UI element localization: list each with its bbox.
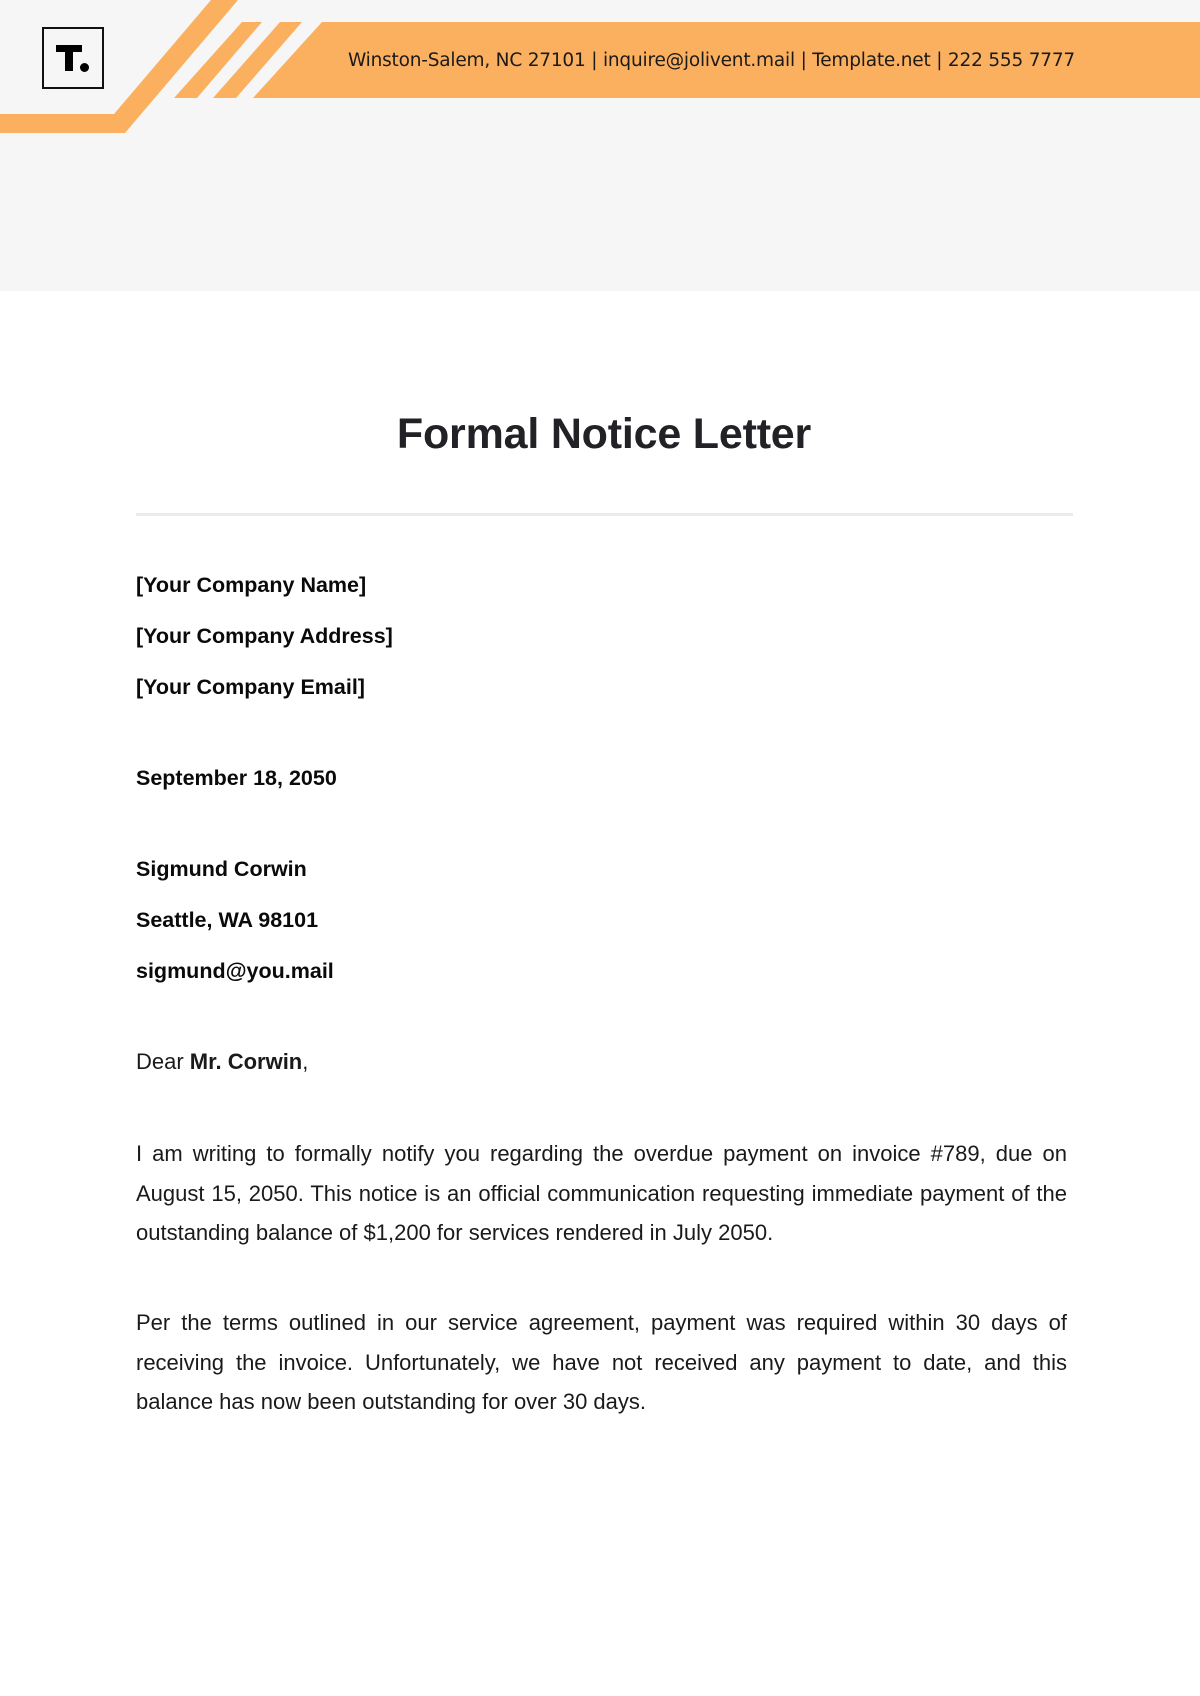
letterhead-header — [0, 0, 1200, 291]
sender-company-address: [Your Company Address] — [136, 624, 393, 648]
salutation-suffix: , — [302, 1049, 309, 1074]
company-logo — [42, 27, 104, 89]
salutation — [136, 1049, 308, 1075]
title-divider — [136, 513, 1073, 516]
body-paragraph-2: Per the terms outlined in our service agreement, payment was required within 30 days of receiving the invoice. Unfortunately, we have not received any payment to date, and this balance has now been outstanding for over 30 days. — [136, 1310, 1067, 1414]
body-paragraph-1: I am writing to formally notify you regarding the overdue payment on invoice #789, due on August 15, 2050. This notice is an official communication requesting immediate payment of the outstanding balance of $1,200 for services rendered in July 2050. — [136, 1141, 1067, 1245]
document-title: Formal Notice Letter — [396, 410, 812, 458]
logo-t-stem — [65, 45, 73, 71]
recipient-email: sigmund@you.mail — [136, 959, 334, 983]
contact-info: Winston-Salem, NC 27101 | inquire@jolivent.mail | Template.net | 222 555 7777 — [347, 49, 1075, 71]
logo-dot — [80, 63, 89, 72]
recipient-city: Seattle, WA 98101 — [136, 908, 319, 932]
sender-company-email: [Your Company Email] — [136, 675, 365, 699]
letter-date: September 18, 2050 — [136, 766, 337, 790]
sender-company-name: [Your Company Name] — [136, 573, 367, 597]
salutation-name: Mr. Corwin — [189, 1049, 303, 1074]
salutation-prefix: Dear — [136, 1049, 190, 1074]
recipient-name: Sigmund Corwin — [136, 857, 307, 881]
